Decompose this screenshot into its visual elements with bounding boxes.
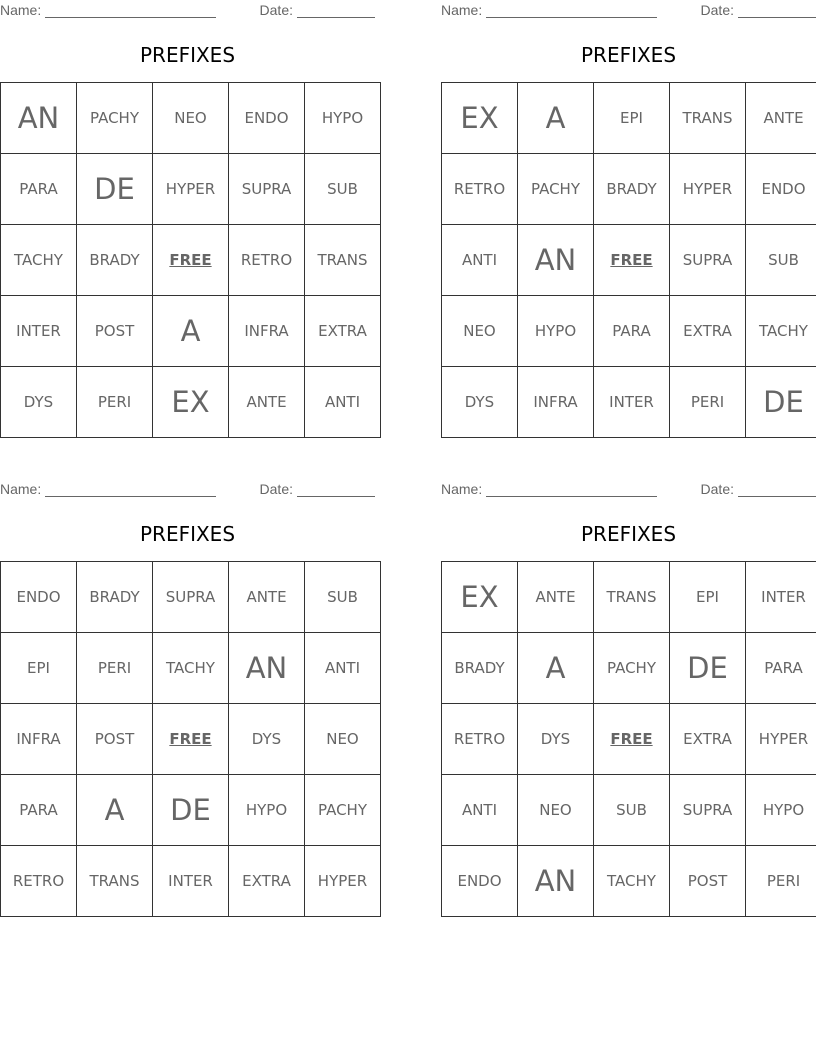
- card-title: PREFIXES: [580, 522, 677, 546]
- bingo-cell[interactable]: PERI: [746, 846, 816, 917]
- bingo-cell[interactable]: TRANS: [670, 83, 746, 154]
- grid-row: [442, 846, 816, 917]
- bingo-cell[interactable]: EX: [442, 562, 518, 633]
- bingo-cell[interactable]: INFRA: [518, 367, 594, 438]
- bingo-cell[interactable]: HYPER: [746, 704, 816, 775]
- bingo-cell[interactable]: PARA: [1, 154, 77, 225]
- date-blank-line[interactable]: [297, 496, 375, 497]
- card-title: PREFIXES: [139, 522, 236, 546]
- date-field[interactable]: [701, 2, 816, 18]
- bingo-cell[interactable]: A: [518, 633, 594, 704]
- bingo-cell[interactable]: ENDO: [229, 83, 305, 154]
- bingo-cell[interactable]: ANTI: [442, 225, 518, 296]
- grid-row: [442, 367, 816, 438]
- name-date-header: [441, 2, 816, 20]
- grid-row: [442, 154, 816, 225]
- name-blank-line[interactable]: [486, 17, 657, 18]
- bingo-cell[interactable]: PARA: [746, 633, 816, 704]
- bingo-cell[interactable]: PACHY: [305, 775, 381, 846]
- bingo-cell[interactable]: RETRO: [229, 225, 305, 296]
- bingo-cell[interactable]: INTER: [746, 562, 816, 633]
- name-label: Name:: [441, 481, 483, 497]
- date-field[interactable]: [701, 481, 816, 497]
- bingo-cell[interactable]: SUPRA: [670, 775, 746, 846]
- name-date-header: [0, 481, 375, 499]
- grid-row: [1, 367, 381, 438]
- bingo-cell[interactable]: TRANS: [305, 225, 381, 296]
- card-title: PREFIXES: [580, 43, 677, 67]
- grid-row: [442, 562, 816, 633]
- bingo-cell[interactable]: BRADY: [77, 225, 153, 296]
- bingo-cell[interactable]: PERI: [77, 633, 153, 704]
- date-blank-line[interactable]: [297, 17, 375, 18]
- bingo-cell[interactable]: POST: [77, 704, 153, 775]
- bingo-cell[interactable]: DYS: [518, 704, 594, 775]
- bingo-cell[interactable]: TACHY: [153, 633, 229, 704]
- date-label: Date:: [700, 2, 734, 18]
- bingo-cell[interactable]: PARA: [594, 296, 670, 367]
- bingo-cell[interactable]: RETRO: [442, 704, 518, 775]
- grid-row: [1, 775, 381, 846]
- bingo-cell[interactable]: HYPO: [305, 83, 381, 154]
- bingo-cell[interactable]: DE: [77, 154, 153, 225]
- name-date-header: [0, 2, 375, 20]
- bingo-cell[interactable]: EPI: [1, 633, 77, 704]
- bingo-cell[interactable]: RETRO: [442, 154, 518, 225]
- grid-row: [1, 562, 381, 633]
- bingo-cell[interactable]: PACHY: [77, 83, 153, 154]
- name-field[interactable]: [0, 481, 216, 497]
- date-label: Date:: [700, 481, 734, 497]
- bingo-cell[interactable]: DYS: [442, 367, 518, 438]
- bingo-cell[interactable]: DE: [153, 775, 229, 846]
- bingo-cell[interactable]: PARA: [1, 775, 77, 846]
- bingo-cell[interactable]: SUB: [746, 225, 816, 296]
- bingo-cell[interactable]: SUB: [305, 562, 381, 633]
- bingo-cell[interactable]: DYS: [1, 367, 77, 438]
- bingo-grid: [441, 561, 816, 917]
- grid-row: [442, 83, 816, 154]
- bingo-cell[interactable]: NEO: [305, 704, 381, 775]
- card-title: PREFIXES: [139, 43, 236, 67]
- bingo-cell[interactable]: ANTE: [746, 83, 816, 154]
- bingo-cell[interactable]: TRANS: [594, 562, 670, 633]
- grid-row: [442, 633, 816, 704]
- date-blank-line[interactable]: [738, 17, 816, 18]
- date-label: Date:: [259, 2, 293, 18]
- bingo-cell[interactable]: INTER: [1, 296, 77, 367]
- grid-row: [1, 296, 381, 367]
- grid-row: [1, 154, 381, 225]
- grid-row: [1, 704, 381, 775]
- bingo-cell[interactable]: INTER: [153, 846, 229, 917]
- free-space-cell[interactable]: FREE: [594, 704, 670, 775]
- bingo-cell[interactable]: INFRA: [1, 704, 77, 775]
- bingo-cell[interactable]: AN: [518, 225, 594, 296]
- bingo-grid: [0, 82, 381, 438]
- date-field[interactable]: [260, 2, 375, 18]
- bingo-cell[interactable]: INFRA: [229, 296, 305, 367]
- grid-row: [1, 633, 381, 704]
- bingo-cell[interactable]: DYS: [229, 704, 305, 775]
- bingo-cell[interactable]: DE: [746, 367, 816, 438]
- bingo-cell[interactable]: TACHY: [594, 846, 670, 917]
- name-blank-line[interactable]: [45, 17, 216, 18]
- bingo-cell[interactable]: HYPER: [153, 154, 229, 225]
- bingo-cell[interactable]: TACHY: [1, 225, 77, 296]
- bingo-cell[interactable]: EX: [442, 83, 518, 154]
- bingo-cell[interactable]: SUPRA: [229, 154, 305, 225]
- bingo-cell[interactable]: EXTRA: [670, 704, 746, 775]
- name-field[interactable]: [0, 2, 216, 18]
- name-label: Name:: [441, 2, 483, 18]
- bingo-cell[interactable]: PERI: [670, 367, 746, 438]
- bingo-cell[interactable]: POST: [77, 296, 153, 367]
- bingo-cell[interactable]: HYPO: [746, 775, 816, 846]
- grid-row: [442, 704, 816, 775]
- bingo-cell[interactable]: NEO: [442, 296, 518, 367]
- bingo-cell[interactable]: PACHY: [518, 154, 594, 225]
- date-blank-line[interactable]: [738, 496, 816, 497]
- bingo-cell[interactable]: PACHY: [594, 633, 670, 704]
- bingo-cell[interactable]: BRADY: [442, 633, 518, 704]
- bingo-cell[interactable]: EPI: [594, 83, 670, 154]
- bingo-grid: [441, 82, 816, 438]
- bingo-cell[interactable]: SUB: [594, 775, 670, 846]
- bingo-cell[interactable]: A: [77, 775, 153, 846]
- bingo-cell[interactable]: ENDO: [1, 562, 77, 633]
- bingo-cell[interactable]: HYPER: [305, 846, 381, 917]
- free-space-cell[interactable]: FREE: [153, 704, 229, 775]
- name-field[interactable]: [441, 2, 657, 18]
- free-space-cell[interactable]: FREE: [594, 225, 670, 296]
- bingo-cell[interactable]: EPI: [670, 562, 746, 633]
- name-date-header: [441, 481, 816, 499]
- grid-row: [1, 846, 381, 917]
- bingo-cell[interactable]: ANTE: [229, 562, 305, 633]
- bingo-cell[interactable]: TACHY: [746, 296, 816, 367]
- bingo-cell[interactable]: AN: [229, 633, 305, 704]
- name-blank-line[interactable]: [45, 496, 216, 497]
- bingo-cell[interactable]: ENDO: [442, 846, 518, 917]
- bingo-cell[interactable]: SUB: [305, 154, 381, 225]
- bingo-cell[interactable]: SUPRA: [670, 225, 746, 296]
- bingo-cell[interactable]: RETRO: [1, 846, 77, 917]
- bingo-cell[interactable]: BRADY: [77, 562, 153, 633]
- bingo-cell[interactable]: ANTI: [442, 775, 518, 846]
- bingo-cell[interactable]: BRADY: [594, 154, 670, 225]
- bingo-cell[interactable]: ANTE: [518, 562, 594, 633]
- bingo-cell[interactable]: AN: [1, 83, 77, 154]
- bingo-cell[interactable]: TRANS: [77, 846, 153, 917]
- bingo-cell[interactable]: ANTI: [305, 633, 381, 704]
- bingo-grid: [0, 561, 381, 917]
- bingo-cell[interactable]: HYPER: [670, 154, 746, 225]
- bingo-cell[interactable]: EXTRA: [305, 296, 381, 367]
- name-label: Name:: [0, 2, 42, 18]
- bingo-cell[interactable]: EX: [153, 367, 229, 438]
- bingo-cell[interactable]: EXTRA: [670, 296, 746, 367]
- bingo-cell[interactable]: HYPO: [229, 775, 305, 846]
- bingo-cell[interactable]: ANTI: [305, 367, 381, 438]
- bingo-cell[interactable]: A: [518, 83, 594, 154]
- bingo-cell[interactable]: NEO: [518, 775, 594, 846]
- bingo-cell[interactable]: NEO: [153, 83, 229, 154]
- bingo-cell[interactable]: A: [153, 296, 229, 367]
- date-label: Date:: [259, 481, 293, 497]
- bingo-cell[interactable]: DE: [670, 633, 746, 704]
- name-field[interactable]: [441, 481, 657, 497]
- name-blank-line[interactable]: [486, 496, 657, 497]
- bingo-cell[interactable]: AN: [518, 846, 594, 917]
- bingo-cell[interactable]: ANTE: [229, 367, 305, 438]
- grid-row: [442, 296, 816, 367]
- free-space-cell[interactable]: FREE: [153, 225, 229, 296]
- date-field[interactable]: [260, 481, 375, 497]
- grid-row: [1, 83, 381, 154]
- grid-row: [442, 775, 816, 846]
- bingo-cell[interactable]: POST: [670, 846, 746, 917]
- bingo-cell[interactable]: INTER: [594, 367, 670, 438]
- bingo-cell[interactable]: ENDO: [746, 154, 816, 225]
- name-label: Name:: [0, 481, 42, 497]
- bingo-cell[interactable]: HYPO: [518, 296, 594, 367]
- grid-row: [442, 225, 816, 296]
- grid-row: [1, 225, 381, 296]
- bingo-cell[interactable]: EXTRA: [229, 846, 305, 917]
- bingo-cell[interactable]: PERI: [77, 367, 153, 438]
- bingo-cell[interactable]: SUPRA: [153, 562, 229, 633]
